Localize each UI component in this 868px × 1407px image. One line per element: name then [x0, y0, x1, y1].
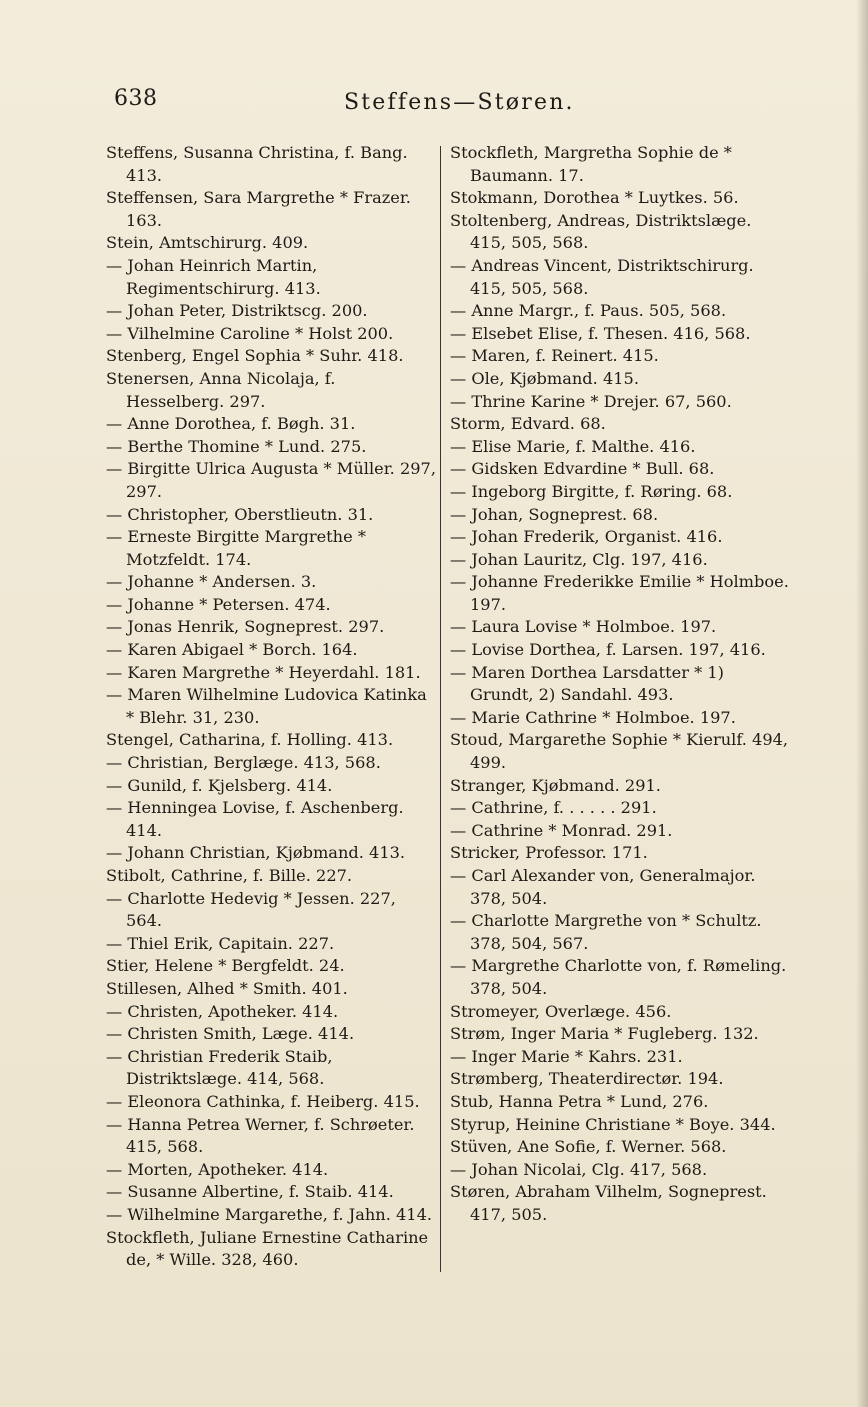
index-entry: Styrup, Heinine Christiane * Boye. 344.: [450, 1114, 776, 1134]
index-entry: — Johanne * Andersen. 3.: [106, 572, 317, 592]
index-entry: — Laura Lovise * Holmboe. 197.: [450, 617, 717, 637]
index-entry: Stoltenberg, Andreas, Distriktslæge. 415, 505, 568.: [450, 210, 752, 253]
index-entry: — Wilhelmine Margarethe, f. Jahn. 414.: [106, 1204, 433, 1224]
index-entry: — Maren, f. Reinert. 415.: [450, 346, 659, 366]
index-entry: — Elise Marie, f. Malthe. 416.: [450, 436, 696, 456]
index-entry: — Karen Abigael * Borch. 164.: [106, 640, 358, 660]
index-entry: Stromeyer, Overlæge. 456.: [450, 1001, 672, 1021]
index-entry: Stricker, Professor. 171.: [450, 843, 648, 863]
index-entry: Steffens, Susanna Christina, f. Bang. 413.: [106, 143, 408, 185]
index-entry: Strømberg, Theaterdirectør. 194.: [450, 1069, 724, 1089]
index-entry: — Cathrine * Monrad. 291.: [450, 820, 673, 840]
index-entry: Stokmann, Dorothea * Luytkes. 56.: [450, 188, 739, 208]
index-entry: — Ole, Kjøbmand. 415.: [450, 368, 639, 388]
index-entry: Stier, Helene * Bergfeldt. 24.: [106, 956, 345, 976]
index-entry: — Anne Dorothea, f. Bøgh. 31.: [106, 414, 356, 434]
index-entry: — Christian, Berglæge. 413, 568.: [106, 753, 381, 773]
index-entry: Stengel, Catharina, f. Holling. 413.: [106, 730, 394, 750]
index-entry: — Jonas Henrik, Sogneprest. 297.: [106, 617, 385, 637]
index-entry: Stillesen, Alhed * Smith. 401.: [106, 978, 348, 998]
index-entry: — Thrine Karine * Drejer. 67, 560.: [450, 391, 732, 411]
index-entry: Stranger, Kjøbmand. 291.: [450, 775, 661, 795]
index-entry: — Charlotte Hedevig * Jessen. 227, 564.: [106, 888, 396, 931]
index-entry: — Johan Heinrich Martin, Regimentschirurg. 413.: [106, 255, 321, 298]
index-entry: — Lovise Dorthea, f. Larsen. 197, 416.: [450, 640, 766, 660]
index-entry: Stoud, Margarethe Sophie * Kierulf. 494, 499.: [450, 730, 789, 773]
index-entry: — Henningea Lovise, f. Aschenberg. 414.: [106, 798, 404, 840]
index-entry: Strøm, Inger Maria * Fugleberg. 132.: [450, 1024, 759, 1044]
running-title: Steffens—Støren.: [344, 90, 575, 115]
index-entry: — Carl Alexander von, Generalmajor. 378, 504.: [450, 866, 756, 908]
index-entry: Stenberg, Engel Sophia * Suhr. 418.: [106, 346, 404, 366]
index-entry: — Elsebet Elise, f. Thesen. 416, 568.: [450, 323, 751, 343]
index-entry: — Johan Lauritz, Clg. 197, 416.: [450, 549, 708, 569]
index-entry: — Cathrine, f. . . . . . 291.: [450, 798, 657, 818]
index-entry: — Maren Dorthea Larsdatter * 1) Grundt, 2) Sandahl. 493.: [450, 662, 725, 705]
index-entry: — Anne Margr., f. Paus. 505, 568.: [450, 301, 727, 321]
index-entry: — Thiel Erik, Capitain. 227.: [106, 933, 335, 953]
index-entry: — Hanna Petrea Werner, f. Schrøeter. 415, 568.: [106, 1114, 415, 1157]
page-header: [114, 86, 814, 126]
index-entry: — Margrethe Charlotte von, f. Rømeling. 378, 504.: [450, 956, 787, 998]
index-entry: — Christen Smith, Læge. 414.: [106, 1024, 355, 1044]
index-entry: — Susanne Albertine, f. Staib. 414.: [106, 1182, 394, 1202]
index-entry: Stub, Hanna Petra * Lund, 276.: [450, 1091, 709, 1111]
index-entry: Stibolt, Cathrine, f. Bille. 227.: [106, 866, 353, 885]
index-entry: Stockfleth, Margretha Sophie de * Baumann. 17.: [450, 143, 732, 185]
index-entry: — Johan Nicolai, Clg. 417, 568.: [450, 1159, 708, 1179]
index-entry: — Johan Frederik, Organist. 416.: [450, 527, 723, 547]
page-number: 638: [114, 86, 158, 111]
index-entry: — Berthe Thomine * Lund. 275.: [106, 436, 367, 456]
index-entry: — Vilhelmine Caroline * Holst 200.: [106, 323, 394, 343]
index-entry: — Johanne Frederikke Emilie * Holmboe. 197.: [450, 572, 789, 614]
index-entry: — Ingeborg Birgitte, f. Røring. 68.: [450, 481, 733, 501]
index-column-left: [106, 142, 436, 1272]
index-entry: — Charlotte Margrethe von * Schultz. 378, 504, 567.: [450, 911, 762, 953]
index-entry: — Johanne * Petersen. 474.: [106, 594, 331, 614]
index-entry: — Christopher, Oberstlieutn. 31.: [106, 504, 374, 524]
index-entry: Stüven, Ane Sofie, f. Werner. 568.: [450, 1137, 727, 1157]
index-entry: — Johan Peter, Distriktscg. 200.: [106, 301, 368, 321]
index-entry: — Johan, Sogneprest. 68.: [450, 504, 659, 524]
index-entry: — Morten, Apotheker. 414.: [106, 1159, 329, 1179]
index-entry: — Christen, Apotheker. 414.: [106, 1001, 339, 1021]
index-entry: Stenersen, Anna Nicolaja, f. Hesselberg. 297.: [106, 368, 336, 411]
index-entry: — Christian Frederik Staib, Distriktslæge. 414, 568.: [106, 1046, 333, 1089]
column-divider: [440, 146, 441, 1272]
index-entry: Storm, Edvard. 68.: [450, 414, 606, 434]
index-entry: — Maren Wilhelmine Ludovica Katinka * Blehr. 31, 230.: [106, 685, 427, 727]
index-column-right: [450, 142, 792, 1227]
index-entry: — Erneste Birgitte Margrethe * Motzfeldt. 174.: [106, 527, 366, 569]
index-entry: Stein, Amtschirurg. 409.: [106, 233, 309, 253]
index-entry: Støren, Abraham Vilhelm, Sogneprest. 417, 505.: [450, 1182, 767, 1224]
index-entry: Stockfleth, Juliane Ernestine Catharine de, * Wille. 328, 460.: [106, 1227, 429, 1270]
index-entry: — Eleonora Cathinka, f. Heiberg. 415.: [106, 1091, 420, 1111]
page-edge-shadow: [856, 0, 868, 1407]
index-entry: — Johann Christian, Kjøbmand. 413.: [106, 843, 406, 863]
index-entry: — Andreas Vincent, Distriktschirurg. 415, 505, 568.: [450, 255, 754, 298]
index-entry: — Gidsken Edvardine * Bull. 68.: [450, 459, 715, 479]
index-entry: — Birgitte Ulrica Augusta * Müller. 297, 297.: [106, 459, 436, 501]
index-entry: — Karen Margrethe * Heyerdahl. 181.: [106, 662, 421, 682]
index-entry: — Inger Marie * Kahrs. 231.: [450, 1046, 683, 1066]
index-entry: — Marie Cathrine * Holmboe. 197.: [450, 707, 736, 727]
index-entry: Steffensen, Sara Margrethe * Frazer. 163.: [106, 188, 411, 230]
index-entry: — Gunild, f. Kjelsberg. 414.: [106, 775, 333, 795]
